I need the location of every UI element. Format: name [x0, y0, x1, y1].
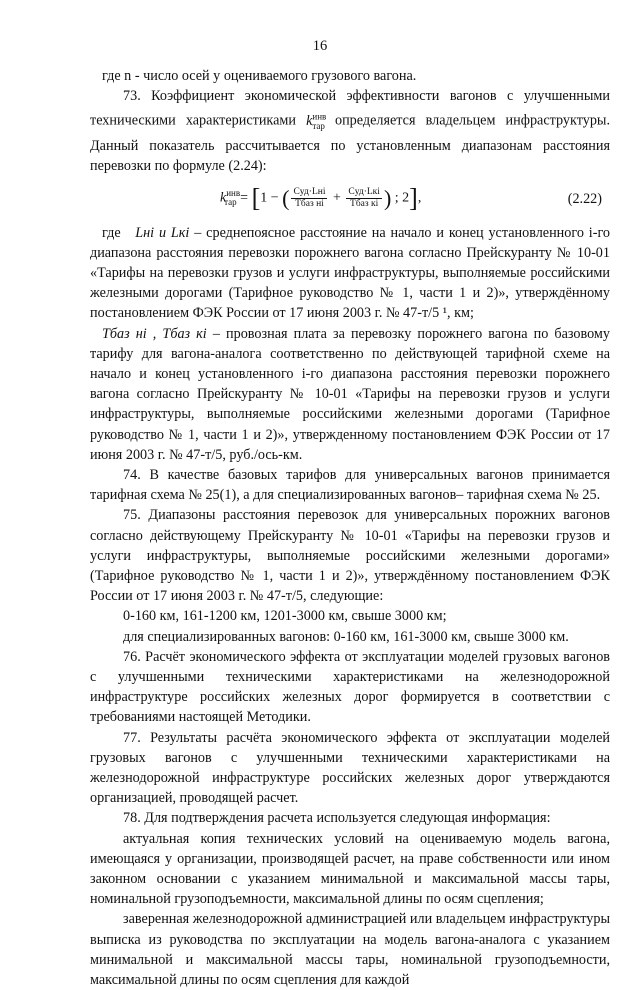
fraction-2: $\frac{\text{Cуд·Lкi}}{\text{Tбаз кi}}$: [348, 186, 380, 209]
paragraph-75: 75. Диапазоны расстояния перевозок для универсальных порожних вагонов согласно действующему Прейскуранту № 10-01 «Тарифы на перевозки грузов и услуги инфраструктуры, выполняемые российскими железными дорогами» (Тарифное руководство № 1, части 1 и 2)», утверждённому постановлением ФЭК России от 17 июня 2003 г. № 47-т/5, следующие:: [90, 507, 610, 605]
paragraph-ranges-special: для специализированных вагонов: 0-160 км, 161-3000 км, свыше 3000 км.: [123, 628, 569, 645]
paragraph-tech-conditions: актуальная копия технических условий на оцениваемую модель вагона, имеющаяся у организации, производящей расчет, на праве собственности или ином законном основании с указанием минимальной и максимальной массы тары, номинальной грузоподъемности, максимальной длины по осям сцепления;: [90, 830, 610, 908]
formula-expression: $k^{инв}_{тар} = [1$ − ( $\frac{\text{Cуд·Lнi}}{\text{Tбаз нi}}$ + $\frac{\text{Cуд·Lкi}}{\text{Tбаз кi}}$ ) ; 2],: [220, 183, 422, 213]
formula-2-22: [90, 179, 610, 221]
document-body: [90, 66, 610, 990]
paragraph-where-T: Tбаз нi , Tбаз кi – провозная плата за перевозку порожнего вагона по базовому тарифу для вагона-аналога соответственно по действующей тарифной схеме на начало и конец установленного i-го диапазона расстояния перевозки порожнего вагона согласно Прейскуранту № 10-01 «Тарифы на перевозки грузов и услуги инфраструктуры, выполняемые российскими железными дорогами (Тарифное руководство № 1, части 1 и 2)», утвержденному постановлением ФЭК России от 17 июня 2003 г. № 47-т/5, руб./ось-км.: [90, 325, 610, 463]
symbol-k-inv-tar: $k^{инв}_{тар}$: [306, 111, 327, 131]
paragraph-78: 78. Для подтверждения расчета используется следующая информация:: [123, 810, 551, 827]
paragraph-76: 76. Расчёт экономического эффекта от эксплуатации моделей грузовых вагонов с улучшенными техническими характеристиками на железнодорожной инфраструктуре российских железных дорог формируется в соответствии с требованиями настоящей Методики.: [90, 648, 610, 726]
formula-number: (2.22): [567, 190, 602, 207]
paragraph-73-part-b: определяется владельцем инфраструктуры. Данный показатель рассчитывается по установленным диапазонам расстояния перевозки по формуле (2.24):: [90, 113, 610, 175]
paragraph-73: [90, 86, 610, 176]
symbol-T: Tбаз нi , Tбаз кi: [102, 325, 207, 342]
paragraph-74: 74. В качестве базовых тарифов для универсальных вагонов принимается тарифная схема № 25(1), а для специализированных вагонов– тарифная схема № 25.: [90, 467, 610, 504]
paragraph-extract: заверенная железнодорожной администрацией или владельцем инфраструктуры выписка из руководства по эксплуатации на модель вагона-аналога с указанием минимальной и максимальной массы тары, номинальной грузоподъемности, максимальной длины по осям сцепления для каждой: [90, 911, 610, 989]
fraction-1: $\frac{\text{Cуд·Lнi}}{\text{Tбаз нi}}$: [293, 186, 326, 209]
symbol-L: Lнi и Lкi: [135, 224, 190, 241]
paragraph-where-n: где n - число осей у оцениваемого грузового вагона.: [102, 68, 417, 84]
paragraph-73-part-a: 73. Коэффициент экономической эффективности вагонов с улучшенными техническими характеристиками: [90, 88, 610, 130]
paragraph-where-L: где Lнi и Lкi – среднепоясное расстояние на начало и конец установленного i-го диапазона расстояния перевозки порожнего вагона согласно Прейскуранту № 10-01 «Тарифы на перевозки грузов и услуги инфраструктуры, выполняемые российскими железными дорогами (Тарифное руководство № 1, части 1 и 2)», утверждённому постановлением ФЭК России от 17 июня 2003 г. № 47-т/5 ¹, км;: [90, 224, 610, 322]
paragraph-ranges-universal: 0-160 км, 161-1200 км, 1201-3000 км, свыше 3000 км;: [123, 608, 447, 625]
paragraph-77: 77. Результаты расчёта экономического эффекта от эксплуатации моделей грузовых вагонов с улучшенными техническими характеристиками на железнодорожной инфраструктуре российских железных дорог утверждаются организацией, проводящей расчет.: [90, 729, 610, 807]
page-number: 16: [312, 38, 328, 54]
